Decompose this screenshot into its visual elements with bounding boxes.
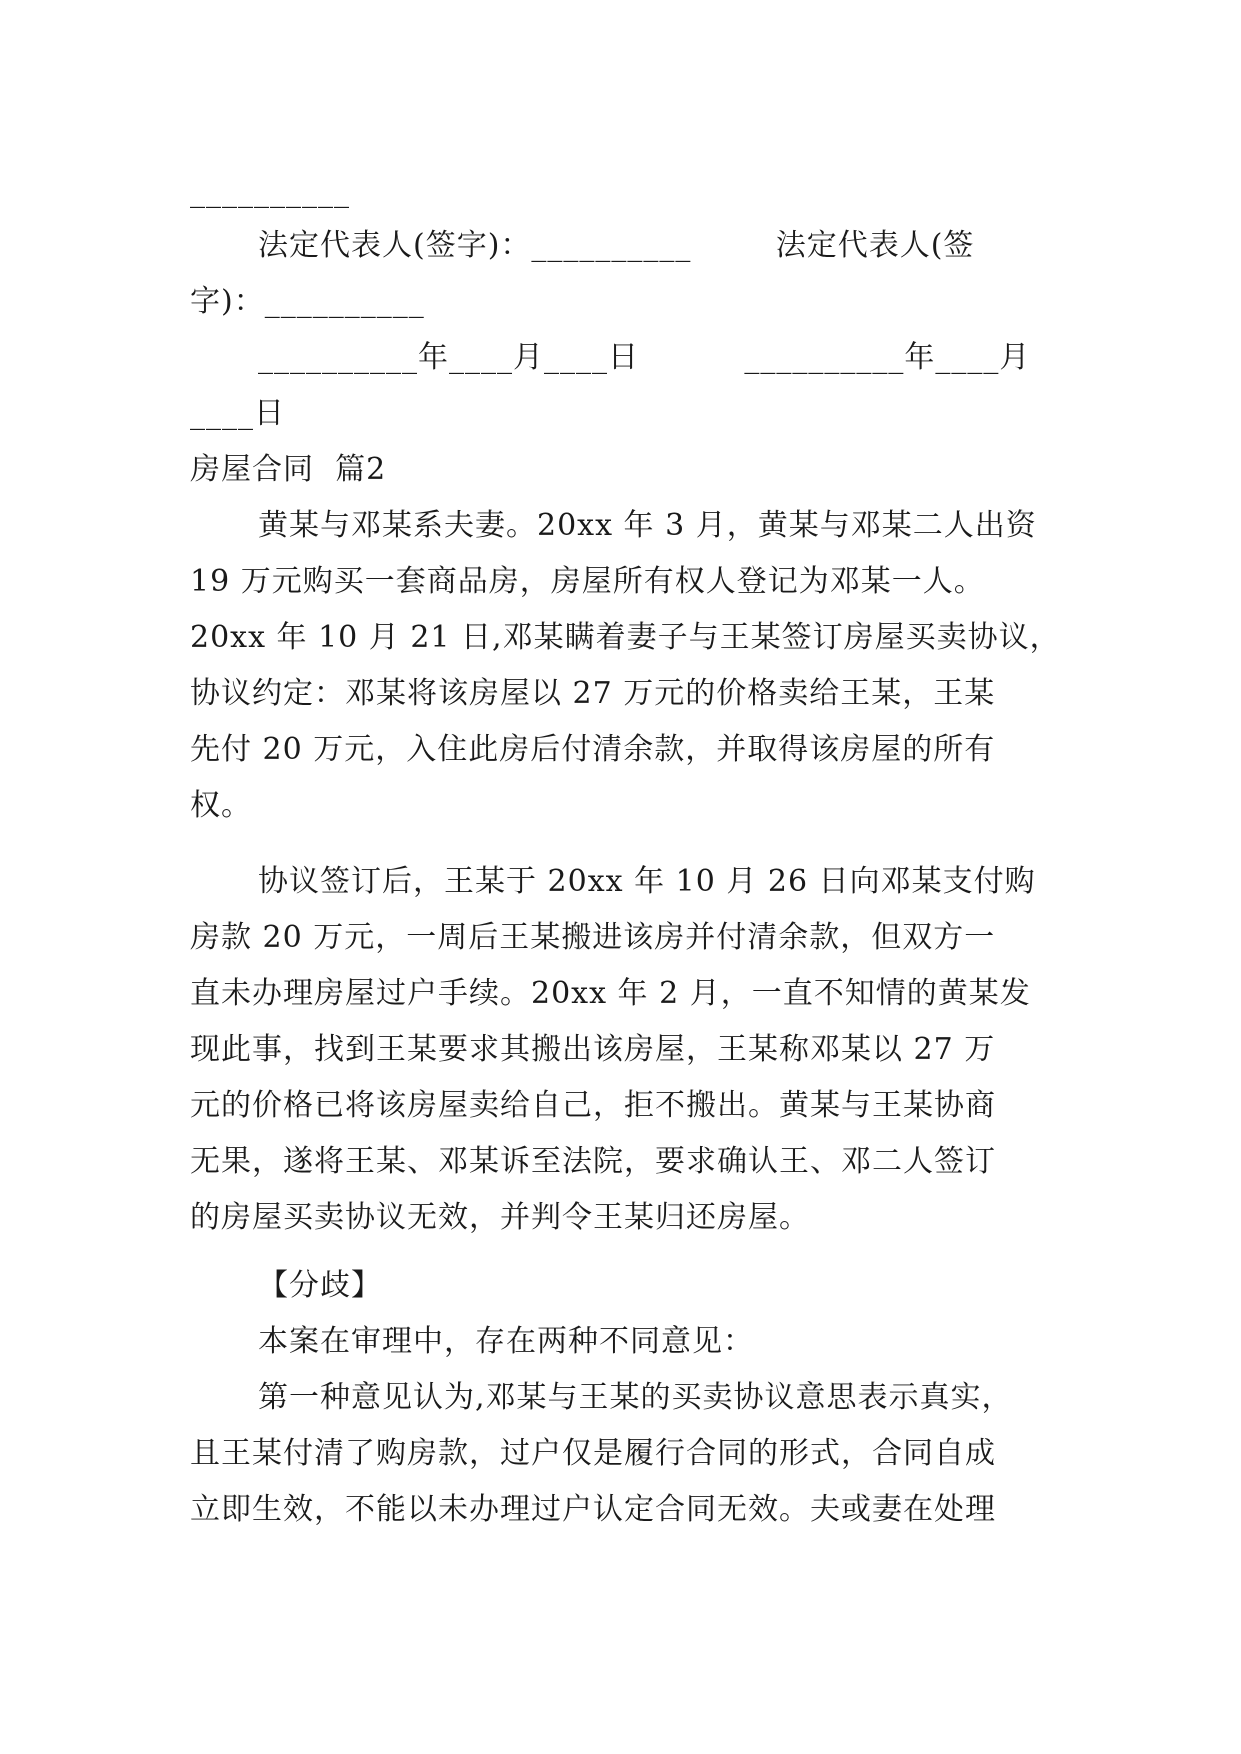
- paragraph-1-line: 先付 20 万元，入住此房后付清余款，并取得该房屋的所有: [190, 732, 996, 767]
- paragraph-4-line: 且王某付清了购房款，过户仅是履行合同的形式，合同自成: [190, 1436, 996, 1471]
- legal-representative-signature-continued: 字)：__________: [190, 284, 425, 319]
- paragraph-2-line: 元的价格已将该房屋卖给自己，拒不搬出。黄某与王某协商: [190, 1088, 996, 1123]
- legal-representative-signature-line: 法定代表人(签字)：__________ 法定代表人(签: [258, 228, 975, 263]
- dispute-heading: 【分歧】: [258, 1268, 382, 1303]
- paragraph-2-line: 的房屋买卖协议无效，并判令王某归还房屋。: [190, 1200, 810, 1235]
- paragraph-1-line: 协议约定：邓某将该房屋以 27 万元的价格卖给王某，王某: [190, 676, 996, 711]
- section-heading: 房屋合同 篇2: [190, 452, 387, 487]
- date-line-continued: ____日: [190, 396, 285, 431]
- paragraph-1-line: 黄某与邓某系夫妻。20xx 年 3 月，黄某与邓某二人出资: [258, 508, 1037, 543]
- paragraph-4-line: 立即生效，不能以未办理过户认定合同无效。夫或妻在处理: [190, 1492, 996, 1527]
- paragraph-2-line: 房款 20 万元，一周后王某搬进该房并付清余款，但双方一: [190, 920, 996, 955]
- paragraph-1-line: 19 万元购买一套商品房，房屋所有权人登记为邓某一人。: [190, 564, 985, 599]
- paragraph-3-line: 本案在审理中，存在两种不同意见：: [258, 1324, 754, 1359]
- paragraph-4-line: 第一种意见认为,邓某与王某的买卖协议意思表示真实，: [258, 1380, 1013, 1415]
- paragraph-1-line: 20xx 年 10 月 21 日,邓某瞒着妻子与王某签订房屋买卖协议，: [190, 620, 1061, 655]
- paragraph-2-line: 现此事，找到王某要求其搬出该房屋，王某称邓某以 27 万: [190, 1032, 996, 1067]
- signature-blank-line: __________: [190, 174, 350, 209]
- date-line: __________年____月____日 __________年____月: [258, 340, 1031, 375]
- paragraph-2-line: 无果，遂将王某、邓某诉至法院，要求确认王、邓二人签订: [190, 1144, 996, 1179]
- paragraph-2-line: 协议签订后，王某于 20xx 年 10 月 26 日向邓某支付购: [258, 864, 1036, 899]
- paragraph-2-line: 直未办理房屋过户手续。20xx 年 2 月，一直不知情的黄某发: [190, 976, 1031, 1011]
- paragraph-1-line: 权。: [190, 788, 252, 823]
